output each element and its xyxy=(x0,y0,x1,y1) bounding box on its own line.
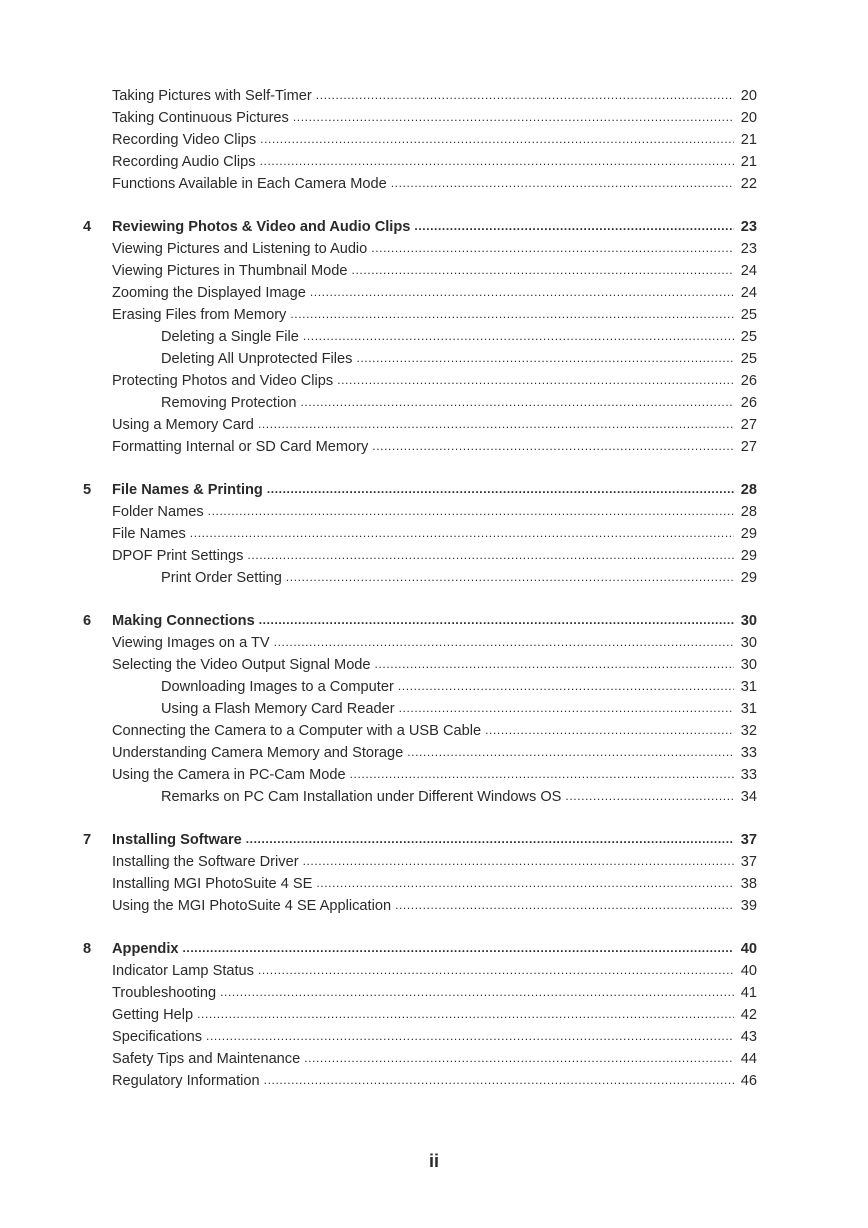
toc-entry xyxy=(112,437,757,457)
toc-entry xyxy=(112,86,757,106)
toc-entry xyxy=(112,655,757,675)
dot-leader xyxy=(258,414,734,434)
toc-page-number: 25 xyxy=(740,307,757,323)
toc-title: Installing MGI PhotoSuite 4 SE xyxy=(112,876,313,892)
toc-title: Deleting a Single File xyxy=(161,329,299,345)
dot-leader xyxy=(303,326,734,346)
toc-entry xyxy=(112,1027,757,1047)
toc-title: Deleting All Unprotected Files xyxy=(161,351,353,367)
dot-leader xyxy=(258,960,734,980)
toc-title: Making Connections xyxy=(112,613,255,629)
toc-page-number: 37 xyxy=(740,832,757,848)
toc-page-number: 34 xyxy=(740,789,757,805)
toc-page-number: 30 xyxy=(740,657,757,673)
toc-title: Troubleshooting xyxy=(112,985,217,1001)
toc-chapter-heading xyxy=(83,939,757,959)
toc-title: Selecting the Video Output Signal Mode xyxy=(112,657,371,673)
toc-page-number: 30 xyxy=(740,635,757,651)
dot-leader xyxy=(316,85,734,105)
toc-title: Using a Memory Card xyxy=(112,417,254,433)
toc-entry xyxy=(112,721,757,741)
dot-leader xyxy=(304,1048,734,1068)
toc-title: Regulatory Information xyxy=(112,1073,260,1089)
dot-leader xyxy=(274,632,734,652)
dot-leader xyxy=(407,742,734,762)
toc-entry xyxy=(112,1005,757,1025)
toc-title: Reviewing Photos & Video and Audio Clips xyxy=(112,219,411,235)
toc-page-number: 25 xyxy=(740,351,757,367)
toc-page-number: 24 xyxy=(740,263,757,279)
dot-leader xyxy=(371,238,734,258)
toc-entry xyxy=(112,130,757,150)
toc-page-number: 33 xyxy=(740,767,757,783)
chapter-number: 7 xyxy=(83,832,92,848)
dot-leader xyxy=(398,676,734,696)
dot-leader xyxy=(267,479,734,499)
toc-entry xyxy=(112,874,757,894)
toc-page-number: 43 xyxy=(740,1029,757,1045)
dot-leader xyxy=(264,1070,734,1090)
toc-title: Protecting Photos and Video Clips xyxy=(112,373,334,389)
toc-title: Taking Continuous Pictures xyxy=(112,110,289,126)
toc-title: Erasing Files from Memory xyxy=(112,307,287,323)
toc-page-number: 41 xyxy=(740,985,757,1001)
dot-leader xyxy=(350,764,734,784)
toc-chapter-heading xyxy=(83,830,757,850)
chapter-number: 5 xyxy=(83,482,92,498)
toc-page-number: 26 xyxy=(740,395,757,411)
dot-leader xyxy=(286,567,734,587)
toc-entry xyxy=(112,152,757,172)
toc-entry xyxy=(161,568,757,588)
dot-leader xyxy=(316,873,734,893)
toc-entry xyxy=(112,743,757,763)
toc-entry xyxy=(112,1071,757,1091)
dot-leader xyxy=(190,523,734,543)
dot-leader xyxy=(246,829,734,849)
toc-page-number: 28 xyxy=(740,482,757,498)
dot-leader xyxy=(197,1004,734,1024)
toc-title: Using a Flash Memory Card Reader xyxy=(161,701,395,717)
toc-entry xyxy=(112,283,757,303)
toc-entry xyxy=(112,633,757,653)
toc-entry xyxy=(112,371,757,391)
chapter-number: 8 xyxy=(83,941,92,957)
toc-entry xyxy=(112,983,757,1003)
toc-entry xyxy=(161,699,757,719)
toc-title: Using the MGI PhotoSuite 4 SE Application xyxy=(112,898,392,914)
toc-title: Removing Protection xyxy=(161,395,297,411)
toc-chapter-heading xyxy=(83,217,757,237)
dot-leader xyxy=(337,370,734,390)
toc-title: Getting Help xyxy=(112,1007,194,1023)
toc-title: Print Order Setting xyxy=(161,570,282,586)
toc-title: Recording Video Clips xyxy=(112,132,257,148)
toc-title: Viewing Pictures in Thumbnail Mode xyxy=(112,263,348,279)
toc-page-number: 27 xyxy=(740,417,757,433)
toc-entry xyxy=(112,174,757,194)
dot-leader xyxy=(356,348,734,368)
toc-page-number: 38 xyxy=(740,876,757,892)
toc-title: Safety Tips and Maintenance xyxy=(112,1051,301,1067)
dot-leader xyxy=(259,610,734,630)
chapter-number: 6 xyxy=(83,613,92,629)
toc-page-number: 37 xyxy=(740,854,757,870)
toc-page-number: 21 xyxy=(740,154,757,170)
toc-page-number: 39 xyxy=(740,898,757,914)
dot-leader xyxy=(220,982,734,1002)
toc-title: Downloading Images to a Computer xyxy=(161,679,394,695)
chapter-number: 4 xyxy=(83,219,92,235)
toc-title: Understanding Camera Memory and Storage xyxy=(112,745,404,761)
toc-page-number: 32 xyxy=(740,723,757,739)
toc-entry xyxy=(161,327,757,347)
toc-page-number: 24 xyxy=(740,285,757,301)
toc-title: Taking Pictures with Self-Timer xyxy=(112,88,312,104)
dot-leader xyxy=(375,654,734,674)
toc-title: Installing Software xyxy=(112,832,242,848)
toc-entry xyxy=(112,546,757,566)
toc-title: Specifications xyxy=(112,1029,203,1045)
toc-page-number: 29 xyxy=(740,526,757,542)
toc-title: Functions Available in Each Camera Mode xyxy=(112,176,387,192)
dot-leader xyxy=(260,151,734,171)
page-number: ii xyxy=(428,1151,439,1171)
toc-entry xyxy=(112,108,757,128)
toc-entry xyxy=(161,349,757,369)
toc-page-number: 44 xyxy=(740,1051,757,1067)
toc-title: Viewing Pictures and Listening to Audio xyxy=(112,241,368,257)
toc-title: File Names xyxy=(112,526,186,542)
toc-page-number: 42 xyxy=(740,1007,757,1023)
toc-page-number: 40 xyxy=(740,963,757,979)
dot-leader xyxy=(414,216,734,236)
toc-entry xyxy=(112,415,757,435)
dot-leader xyxy=(565,786,734,806)
toc-entry xyxy=(112,765,757,785)
toc-entry xyxy=(112,896,757,916)
toc-chapter-heading xyxy=(83,611,757,631)
toc-title: Appendix xyxy=(112,941,179,957)
toc-page-number: 22 xyxy=(740,176,757,192)
toc-page-number: 30 xyxy=(740,613,757,629)
dot-leader xyxy=(293,107,734,127)
dot-leader xyxy=(206,1026,734,1046)
toc-page-number: 23 xyxy=(740,219,757,235)
toc-page-number: 26 xyxy=(740,373,757,389)
dot-leader xyxy=(352,260,734,280)
dot-leader xyxy=(260,129,734,149)
toc-title: Folder Names xyxy=(112,504,204,520)
toc-entry xyxy=(112,961,757,981)
toc-entry xyxy=(112,1049,757,1069)
toc-title: Formatting Internal or SD Card Memory xyxy=(112,439,369,455)
dot-leader xyxy=(485,720,734,740)
dot-leader xyxy=(391,173,734,193)
toc-page-number: 33 xyxy=(740,745,757,761)
toc-entry xyxy=(161,393,757,413)
toc-page-number: 29 xyxy=(740,548,757,564)
toc-entry xyxy=(112,305,757,325)
dot-leader xyxy=(247,545,734,565)
toc-title: Viewing Images on a TV xyxy=(112,635,270,651)
dot-leader xyxy=(399,698,734,718)
toc-title: Indicator Lamp Status xyxy=(112,963,254,979)
toc-page-number: 21 xyxy=(740,132,757,148)
toc-entry xyxy=(112,239,757,259)
toc-entry xyxy=(112,502,757,522)
toc-page-number: 25 xyxy=(740,329,757,345)
toc-page-number: 29 xyxy=(740,570,757,586)
dot-leader xyxy=(310,282,734,302)
dot-leader xyxy=(303,851,734,871)
toc-entry xyxy=(161,787,757,807)
toc-page-number: 40 xyxy=(740,941,757,957)
toc-page-number: 20 xyxy=(740,110,757,126)
toc-page-number: 46 xyxy=(740,1073,757,1089)
toc-title: Using the Camera in PC-Cam Mode xyxy=(112,767,346,783)
toc-page-number: 27 xyxy=(740,439,757,455)
dot-leader xyxy=(182,938,734,958)
toc-entry xyxy=(161,677,757,697)
toc-title: DPOF Print Settings xyxy=(112,548,244,564)
dot-leader xyxy=(208,501,734,521)
toc-page-number: 28 xyxy=(740,504,757,520)
dot-leader xyxy=(290,304,734,324)
toc-entry xyxy=(112,852,757,872)
toc-chapter-heading xyxy=(83,480,757,500)
toc-title: Zooming the Displayed Image xyxy=(112,285,306,301)
dot-leader xyxy=(395,895,734,915)
toc-page-number: 31 xyxy=(740,701,757,717)
toc-title: Recording Audio Clips xyxy=(112,154,256,170)
dot-leader xyxy=(372,436,734,456)
toc-title: Remarks on PC Cam Installation under Different Windows OS xyxy=(161,789,562,805)
toc-page-number: 20 xyxy=(740,88,757,104)
toc-page-number: 23 xyxy=(740,241,757,257)
dot-leader xyxy=(300,392,734,412)
toc-page-number: 31 xyxy=(740,679,757,695)
toc-entry xyxy=(112,261,757,281)
toc-title: Connecting the Camera to a Computer with a USB Cable xyxy=(112,723,482,739)
toc-entry xyxy=(112,524,757,544)
toc-title: File Names & Printing xyxy=(112,482,263,498)
toc-title: Installing the Software Driver xyxy=(112,854,299,870)
